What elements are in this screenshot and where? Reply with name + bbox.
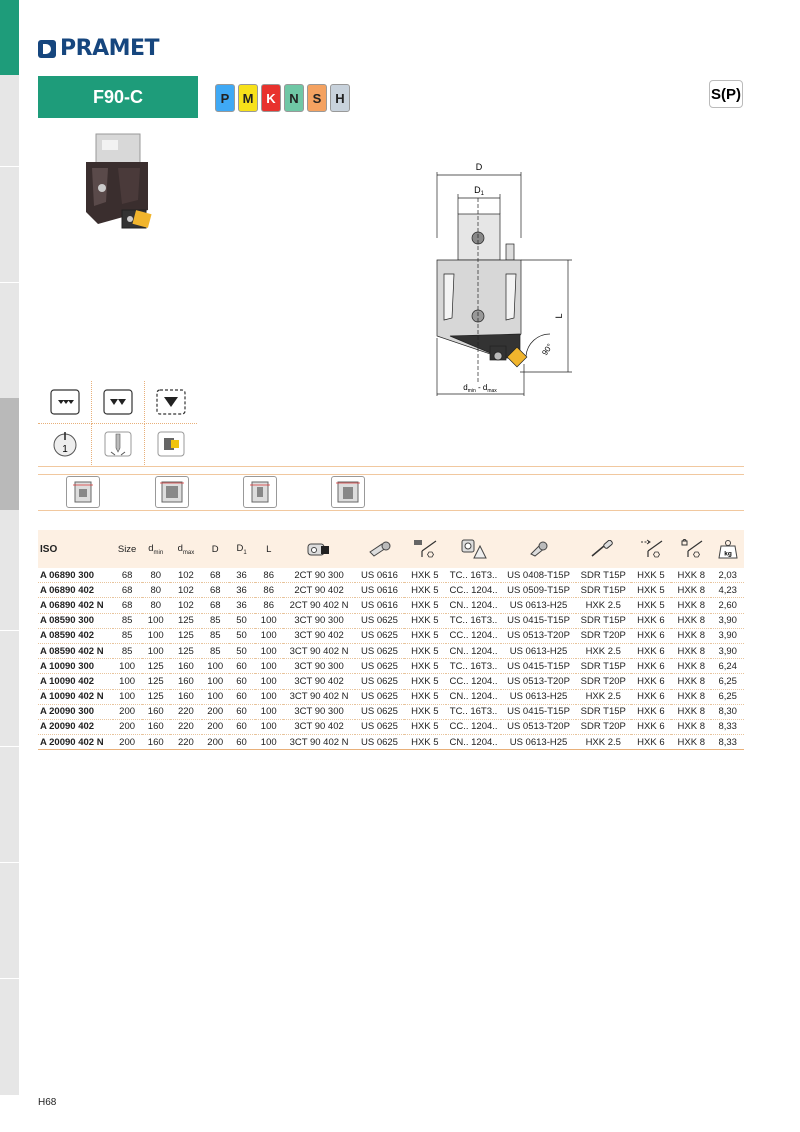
table-cell: 100 — [255, 719, 283, 734]
table-cell: A 20090 402 N — [38, 735, 113, 750]
application-icon-grid — [38, 381, 198, 465]
table-cell: 8,33 — [711, 735, 744, 750]
depth-of-cut-medium-icon — [91, 381, 145, 424]
table-body — [38, 568, 744, 750]
col-d1: $D_1$ — [236, 542, 247, 556]
table-cell: 200 — [113, 719, 142, 734]
table-cell: CC.. 1204.. — [446, 719, 501, 734]
table-cell: 60 — [229, 704, 255, 719]
table-cell: 86 — [255, 598, 283, 613]
table-cell: 125 — [142, 659, 170, 674]
table-cell: HXK 5 — [404, 613, 446, 628]
table-cell: 3CT 90 300 — [283, 613, 355, 628]
side-divider — [0, 282, 19, 283]
table-cell: 85 — [202, 613, 229, 628]
table-cell: 2,03 — [711, 568, 744, 583]
number-of-passes-icon — [38, 423, 92, 465]
table-cell: 8,30 — [711, 704, 744, 719]
material-m-badge: M — [238, 84, 258, 112]
table-cell: 86 — [255, 583, 283, 598]
table-cell: 3CT 90 402 — [283, 674, 355, 689]
table-cell: 200 — [202, 704, 229, 719]
table-cell: US 0408-T15P — [501, 568, 576, 583]
table-cell: 200 — [113, 735, 142, 750]
table-cell: A 20090 402 — [38, 719, 113, 734]
table-cell: 160 — [170, 674, 202, 689]
table-cell: 200 — [202, 719, 229, 734]
table-cell: A 08590 402 N — [38, 643, 113, 658]
table-cell: 160 — [142, 704, 170, 719]
side-divider — [0, 166, 19, 167]
table-cell: SDR T15P — [576, 613, 631, 628]
table-cell: 50 — [229, 628, 255, 643]
table-header-row — [38, 530, 744, 568]
table-cell: 100 — [255, 613, 283, 628]
table-cell: US 0625 — [355, 735, 404, 750]
table-cell: 100 — [142, 613, 170, 628]
table-cell: 85 — [113, 628, 142, 643]
table-cell: CC.. 1204.. — [446, 583, 501, 598]
table-cell: 100 — [202, 674, 229, 689]
table-cell: 3,90 — [711, 643, 744, 658]
brand-logo-icon — [38, 40, 56, 58]
table-cell: A 06890 402 N — [38, 598, 113, 613]
table-cell: 100 — [202, 689, 229, 704]
table-cell: US 0613-H25 — [501, 689, 576, 704]
table-cell: HXK 2.5 — [576, 735, 631, 750]
table-cell: HXK 8 — [671, 674, 711, 689]
table-cell: A 08590 402 — [38, 628, 113, 643]
table-cell: 80 — [142, 598, 170, 613]
table-cell: US 0616 — [355, 568, 404, 583]
table-cell: US 0625 — [355, 719, 404, 734]
table-cell: US 0625 — [355, 674, 404, 689]
table-row — [38, 689, 744, 704]
table-cell: 68 — [113, 583, 142, 598]
col-key — [404, 530, 446, 568]
table-cell: 60 — [229, 674, 255, 689]
table-cell: HXK 6 — [631, 735, 671, 750]
table-cell: 85 — [113, 613, 142, 628]
table-cell: 100 — [142, 628, 170, 643]
table-row — [38, 719, 744, 734]
table-row — [38, 659, 744, 674]
table-cell: HXK 5 — [404, 735, 446, 750]
col-size: Size — [117, 543, 137, 555]
table-cell: CC.. 1204.. — [446, 674, 501, 689]
key-icon — [678, 539, 704, 559]
table-cell: HXK 8 — [671, 643, 711, 658]
table-cell: US 0616 — [355, 598, 404, 613]
table-cell: 100 — [255, 659, 283, 674]
table-cell: US 0415-T15P — [501, 613, 576, 628]
col-weight — [711, 530, 744, 568]
table-cell: 68 — [202, 598, 229, 613]
table-cell: 36 — [229, 568, 255, 583]
side-divider — [0, 746, 19, 747]
cartridge-icon — [306, 540, 332, 558]
col-key-2 — [631, 530, 671, 568]
operation-icons — [38, 476, 744, 510]
table-cell: 68 — [202, 568, 229, 583]
table-cell: 3CT 90 402 N — [283, 689, 355, 704]
col-dmax: $d_{max}$ — [177, 542, 195, 556]
table-cell: 160 — [170, 659, 202, 674]
depth-of-cut-small-icon — [38, 381, 92, 424]
table-cell: US 0625 — [355, 643, 404, 658]
table-cell: HXK 8 — [671, 735, 711, 750]
key-icon — [638, 539, 664, 559]
table-cell: HXK 5 — [404, 704, 446, 719]
table-cell: A 06890 300 — [38, 568, 113, 583]
insert-screw-icon — [527, 540, 551, 558]
section-divider — [38, 466, 744, 467]
table-cell: HXK 5 — [404, 628, 446, 643]
table-cell: HXK 6 — [631, 674, 671, 689]
table-cell: 2,60 — [711, 598, 744, 613]
table-row — [38, 568, 744, 583]
depth-of-cut-large-icon — [144, 381, 197, 424]
table-cell: US 0625 — [355, 628, 404, 643]
table-cell: SDR T20P — [576, 674, 631, 689]
product-photo — [78, 132, 156, 232]
table-cell: HXK 6 — [631, 704, 671, 719]
table-cell: HXK 6 — [631, 719, 671, 734]
screwdriver-icon — [590, 540, 616, 558]
table-cell: HXK 5 — [404, 719, 446, 734]
table-cell: A 08590 300 — [38, 613, 113, 628]
dim-angle: 90° — [540, 342, 555, 358]
table-cell: 50 — [229, 643, 255, 658]
table-cell: US 0613-H25 — [501, 598, 576, 613]
table-cell: HXK 5 — [404, 598, 446, 613]
table-cell: 102 — [170, 583, 202, 598]
side-divider — [0, 978, 19, 979]
table-cell: US 0513-T20P — [501, 628, 576, 643]
table-cell: CN.. 1204.. — [446, 689, 501, 704]
table-cell: 6,25 — [711, 689, 744, 704]
table-cell: 100 — [255, 628, 283, 643]
table-cell: 3,90 — [711, 613, 744, 628]
table-cell: US 0613-H25 — [501, 735, 576, 750]
ramping-icon — [331, 476, 365, 508]
table-cell: CN.. 1204.. — [446, 643, 501, 658]
table-cell: 160 — [142, 735, 170, 750]
table-cell: 102 — [170, 568, 202, 583]
table-row — [38, 598, 744, 613]
col-iso: ISO — [40, 543, 58, 555]
table-cell: CN.. 1204.. — [446, 598, 501, 613]
material-s-badge: S — [307, 84, 327, 112]
table-cell: SDR T20P — [576, 628, 631, 643]
table-cell: A 20090 300 — [38, 704, 113, 719]
table-cell: HXK 8 — [671, 613, 711, 628]
table-cell: HXK 6 — [631, 643, 671, 658]
table-cell: SDR T15P — [576, 583, 631, 598]
table-cell: 100 — [255, 735, 283, 750]
table-cell: 85 — [202, 643, 229, 658]
table-row — [38, 583, 744, 598]
passes-count: 1 — [61, 444, 68, 455]
side-divider — [0, 862, 19, 863]
table-cell: 3CT 90 402 N — [283, 735, 355, 750]
table-cell: HXK 8 — [671, 628, 711, 643]
table-cell: 3CT 90 402 — [283, 719, 355, 734]
table-cell: 220 — [170, 735, 202, 750]
table-cell: TC.. 16T3.. — [446, 659, 501, 674]
table-cell: HXK 2.5 — [576, 643, 631, 658]
table-cell: 8,33 — [711, 719, 744, 734]
face-milling-icon — [155, 476, 189, 508]
table-cell: HXK 5 — [404, 568, 446, 583]
material-n-badge: N — [284, 84, 304, 112]
table-cell: 3CT 90 300 — [283, 704, 355, 719]
table-cell: 86 — [255, 568, 283, 583]
table-cell: 60 — [229, 719, 255, 734]
table-cell: A 10090 300 — [38, 659, 113, 674]
table-cell: 68 — [113, 598, 142, 613]
dim-dmin-dmax: $d_{min} - d_{max}$ — [463, 383, 497, 394]
table-row — [38, 628, 744, 643]
table-cell: 125 — [170, 628, 202, 643]
table-cell: HXK 8 — [671, 689, 711, 704]
table-cell: A 06890 402 — [38, 583, 113, 598]
table-cell: 220 — [170, 704, 202, 719]
table-cell: HXK 6 — [631, 659, 671, 674]
table-cell: HXK 8 — [671, 719, 711, 734]
section-divider — [38, 510, 744, 511]
dim-L: L — [554, 313, 564, 319]
table-cell: 100 — [255, 643, 283, 658]
table-cell: HXK 8 — [671, 659, 711, 674]
table-cell: 200 — [202, 735, 229, 750]
col-insert — [446, 530, 501, 568]
product-table — [38, 530, 744, 750]
table-cell: SDR T15P — [576, 704, 631, 719]
table-cell: HXK 5 — [631, 598, 671, 613]
table-cell: 100 — [255, 674, 283, 689]
table-cell: 80 — [142, 583, 170, 598]
table-cell: HXK 5 — [404, 659, 446, 674]
col-insert-screw — [501, 530, 576, 568]
table-cell: 2CT 90 402 — [283, 583, 355, 598]
brand-logo — [38, 36, 159, 61]
col-d: D — [211, 543, 219, 555]
technical-drawing — [420, 158, 590, 400]
table-cell: HXK 5 — [404, 583, 446, 598]
table-cell: 85 — [113, 643, 142, 658]
table-cell: A 10090 402 N — [38, 689, 113, 704]
slot-milling-icon — [243, 476, 277, 508]
weight-unit: kg — [723, 550, 732, 558]
table-cell: US 0509-T15P — [501, 583, 576, 598]
table-cell: 125 — [142, 689, 170, 704]
table-cell: CC.. 1204.. — [446, 628, 501, 643]
table-cell: HXK 8 — [671, 568, 711, 583]
table-cell: 36 — [229, 583, 255, 598]
shoulder-milling-icon — [66, 476, 100, 508]
drill-icon — [91, 423, 145, 465]
insert-icon — [460, 538, 488, 560]
table-cell: 2CT 90 402 N — [283, 598, 355, 613]
table-cell: 60 — [229, 735, 255, 750]
product-title: F90-C — [38, 76, 198, 118]
table-cell: HXK 8 — [671, 704, 711, 719]
table-cell: CN.. 1204.. — [446, 735, 501, 750]
table-cell: US 0513-T20P — [501, 674, 576, 689]
col-screw — [355, 530, 404, 568]
table-cell: HXK 6 — [631, 689, 671, 704]
table-cell: 3,90 — [711, 628, 744, 643]
col-screwdriver — [576, 530, 631, 568]
table-cell: 6,25 — [711, 674, 744, 689]
table-cell: US 0613-H25 — [501, 643, 576, 658]
side-tab-section — [0, 398, 19, 510]
table-cell: 100 — [113, 689, 142, 704]
table-cell: 6,24 — [711, 659, 744, 674]
material-k-badge: K — [261, 84, 281, 112]
table-cell: HXK 5 — [404, 689, 446, 704]
table-cell: HXK 5 — [404, 674, 446, 689]
table-cell: 60 — [229, 689, 255, 704]
table-cell: 125 — [170, 613, 202, 628]
table-cell: 85 — [202, 628, 229, 643]
table-cell: HXK 6 — [631, 613, 671, 628]
table-cell: HXK 2.5 — [576, 598, 631, 613]
table-cell: US 0625 — [355, 689, 404, 704]
table-cell: US 0415-T15P — [501, 659, 576, 674]
table-cell: 68 — [202, 583, 229, 598]
table-row — [38, 613, 744, 628]
table-cell: 50 — [229, 613, 255, 628]
table-cell: US 0625 — [355, 659, 404, 674]
table-cell: 100 — [113, 674, 142, 689]
table-cell: US 0625 — [355, 613, 404, 628]
material-p-badge: P — [215, 84, 235, 112]
table-cell: SDR T15P — [576, 568, 631, 583]
col-l: L — [266, 543, 272, 555]
side-divider — [0, 630, 19, 631]
table-cell: SDR T20P — [576, 719, 631, 734]
table-cell: HXK 2.5 — [576, 689, 631, 704]
table-cell: 100 — [255, 704, 283, 719]
spec-badge: S(P) — [709, 80, 743, 108]
col-dmin: $d_{min}$ — [148, 542, 164, 556]
table-cell: SDR T15P — [576, 659, 631, 674]
weight-icon — [718, 539, 738, 559]
table-cell: 100 — [113, 659, 142, 674]
material-h-badge: H — [330, 84, 350, 112]
table-cell: TC.. 16T3.. — [446, 613, 501, 628]
table-cell: 220 — [170, 719, 202, 734]
table-cell: HXK 5 — [631, 568, 671, 583]
table-cell: US 0513-T20P — [501, 719, 576, 734]
table-cell: 125 — [142, 674, 170, 689]
table-cell: US 0415-T15P — [501, 704, 576, 719]
table-cell: 60 — [229, 659, 255, 674]
table-cell: 2CT 90 300 — [283, 568, 355, 583]
table-cell: 3CT 90 402 — [283, 628, 355, 643]
table-cell: TC.. 16T3.. — [446, 704, 501, 719]
table-cell: 100 — [142, 643, 170, 658]
table-cell: 160 — [170, 689, 202, 704]
table-cell: HXK 6 — [631, 628, 671, 643]
table-cell: US 0625 — [355, 704, 404, 719]
page-number: H68 — [38, 1097, 57, 1108]
table-cell: HXK 5 — [631, 583, 671, 598]
col-key-3 — [671, 530, 711, 568]
table-cell: 100 — [255, 689, 283, 704]
side-tab-strip — [0, 0, 19, 1095]
col-cartridge — [283, 530, 355, 568]
material-groups — [215, 84, 350, 112]
table-cell: TC.. 16T3.. — [446, 568, 501, 583]
dim-D: D — [475, 162, 483, 172]
side-tab-active — [0, 0, 19, 75]
table-row — [38, 674, 744, 689]
table-row — [38, 704, 744, 719]
table-cell: 3CT 90 402 N — [283, 643, 355, 658]
brand-name: PRAMET — [60, 36, 160, 61]
table-cell: 200 — [113, 704, 142, 719]
table-cell: A 10090 402 — [38, 674, 113, 689]
coolant-icon — [144, 423, 197, 465]
table-cell: 3CT 90 300 — [283, 659, 355, 674]
table-cell: 4,23 — [711, 583, 744, 598]
table-cell: 100 — [202, 659, 229, 674]
dim-D1: $D_1$ — [474, 185, 484, 197]
table-cell: 68 — [113, 568, 142, 583]
table-cell: 125 — [170, 643, 202, 658]
table-cell: 102 — [170, 598, 202, 613]
table-row — [38, 643, 744, 658]
table-cell: 36 — [229, 598, 255, 613]
table-row — [38, 735, 744, 750]
screw-icon — [368, 540, 392, 558]
key-icon — [412, 539, 438, 559]
table-cell: HXK 8 — [671, 583, 711, 598]
table-cell: 80 — [142, 568, 170, 583]
table-cell: US 0616 — [355, 583, 404, 598]
table-cell: 160 — [142, 719, 170, 734]
section-divider — [38, 474, 744, 475]
table-cell: HXK 8 — [671, 598, 711, 613]
table-cell: HXK 5 — [404, 643, 446, 658]
